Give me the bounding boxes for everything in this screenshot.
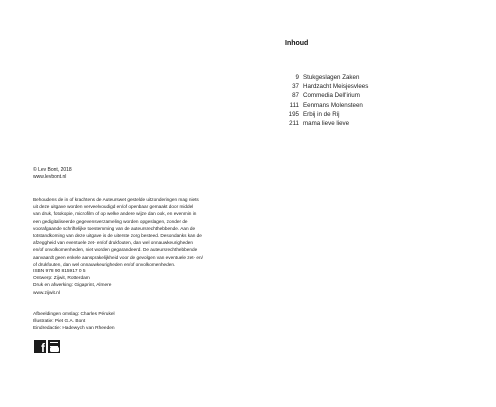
toc-chapter-title: Stukgeslagen Zaken — [303, 74, 360, 81]
legal-line: voorafgaande schriftelijke toestemming van de auteursrechthebbende. Aan de — [33, 225, 196, 231]
cover-images-credit: Afbeeldingen omslag: Charles Pérukel — [33, 312, 115, 317]
designer-website-line: www.zijwit.nl — [33, 290, 60, 296]
legal-line: Behoudens de in of krachtens de Auteurswet gestelde uitzonderingen mag niets — [33, 197, 199, 202]
legal-line: een gedigitaliseerde gegevensverzameling worden opgeslagen, zonder de — [33, 218, 188, 224]
print-line: Druk en afwerking: Gigaprint, Almere — [33, 283, 112, 289]
toc-entry — [285, 110, 368, 119]
table-of-contents — [285, 73, 368, 128]
facebook-icon: f — [34, 340, 46, 353]
final-edit-credit: Eindredactie: Hadewych van Rheeden — [33, 326, 115, 332]
toc-page-number: 211 — [289, 120, 299, 128]
toc-entry — [285, 101, 368, 110]
toc-entry — [285, 73, 368, 82]
toc-chapter-title: Hardzacht Meisjesvlees — [303, 83, 369, 91]
toc-chapter-title: Commedia Dell'irium — [303, 92, 360, 100]
legal-line: aanvaardt geen enkele aansprakelijkheid voor de gevolgen van eventuele zet- en/ — [33, 254, 203, 260]
copyright-block — [33, 167, 72, 181]
legal-line: afzeggheid van eventuele zet- en/of drukfouten, dan wel onnauwkeurigheden — [33, 240, 194, 246]
toc-page-number: 37 — [292, 83, 299, 91]
legal-line: en/of onvolkomenheden, niet worden gegarandeerd. De auteursrechthebbende — [33, 247, 198, 253]
legal-line: van druk, fotokopie, microfilm of op welke andere wijze dan ook, en evenmin in — [33, 211, 197, 217]
legal-notice — [33, 196, 243, 268]
toc-chapter-title: Eenmans Molensteen — [303, 101, 363, 109]
legal-line: uit deze uitgave worden verveelvoudigd en/of openbaar gemaakt door middel — [33, 204, 194, 210]
toc-page-number: 9 — [295, 74, 299, 81]
toc-page-number: 195 — [288, 110, 299, 118]
contents-page — [248, 0, 496, 407]
website-line: www.levbont.nl — [33, 174, 67, 181]
contents-title: Inhoud — [285, 40, 309, 47]
social-icons — [34, 340, 60, 353]
illustration-credit: Illustratie: Piet G.A. Bont — [33, 319, 86, 325]
publication-info — [33, 268, 111, 297]
toc-page-number: 87 — [292, 92, 299, 100]
toc-entry — [285, 91, 368, 100]
copyright-line: © Lev Bont, 2018 — [33, 167, 72, 173]
toc-entry — [285, 119, 368, 128]
toc-entry — [285, 82, 368, 91]
toc-chapter-title: Erbij in de Rij — [303, 110, 340, 118]
toc-page-number: 111 — [289, 101, 299, 109]
legal-line: of drukfouten, dan wel onnauwkeurigheden en/of onvolkomenheden. — [33, 261, 176, 267]
legal-line: totstandkoming van deze uitgave is de uiterste zorg besteed. Desondanks kan de — [33, 233, 202, 239]
youtube-icon — [48, 340, 60, 353]
isbn-line: ISBN 978 90 815917 0 5 — [33, 269, 86, 274]
design-line: Ontwerp: Zijwit, Rotterdam — [33, 276, 90, 282]
toc-chapter-title: mama lieve lieve — [303, 120, 350, 128]
credits-block — [33, 311, 115, 333]
